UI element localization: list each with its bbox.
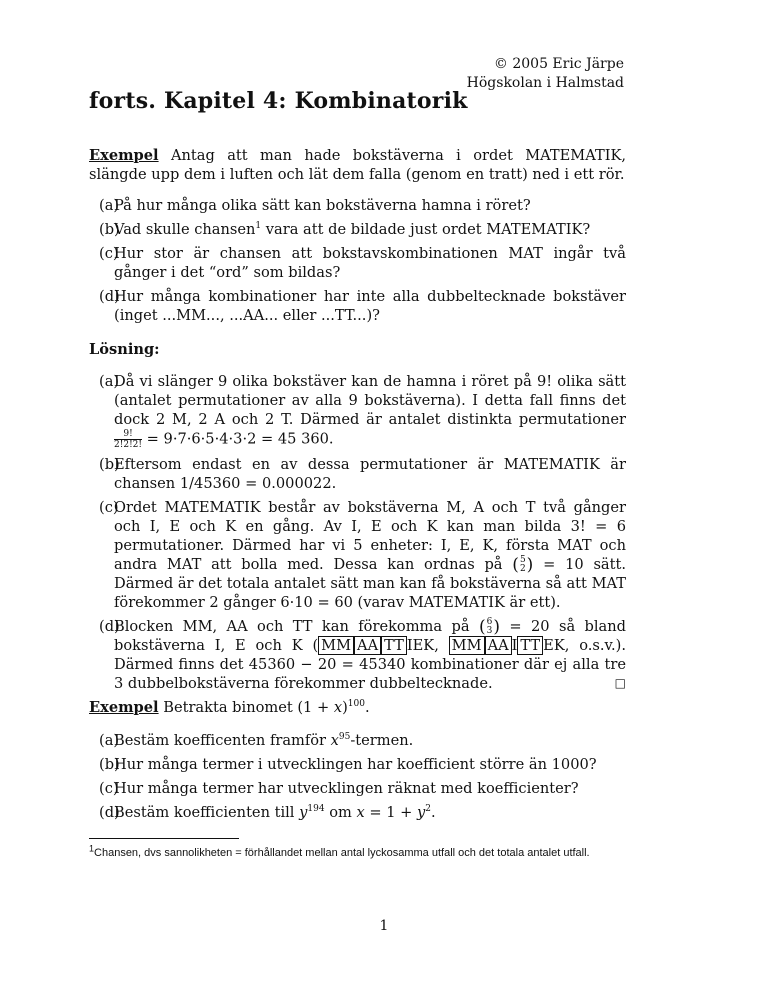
example-label: Exempel [89, 147, 159, 164]
solution-b: (b) Eftersom endast en av dessa permutationer är MATEMATIK är chansen 1/45360 = 0.000022. [99, 456, 626, 492]
footnote-text: Chansen, dvs sannolikheten = förhållandet mellan antal lyckosamma utfall och det totala antalet utfall. [94, 847, 590, 859]
chapter-title: forts. Kapitel 4: Kombinatorik [89, 88, 468, 114]
block-tt: TT [381, 636, 407, 655]
example-label: Exempel [89, 699, 159, 716]
block-mm: MM [449, 636, 485, 655]
example-2-intro: Exempel Betrakta binomet $(1 + x)^{100}$. [89, 699, 370, 716]
block-tt: TT [517, 636, 543, 655]
example-2 [89, 698, 626, 827]
binomial-coefficient: ( 5 2 ) [512, 554, 534, 575]
footnote-number: 1 [89, 843, 95, 854]
footnote [89, 843, 629, 861]
question-d: (d) Hur många kombinationer har inte alla dubbeltecknade bokstäver (inget ...MM..., ...AA... eller ...TT...)? [99, 288, 626, 324]
question-c: (c) Hur stor är chansen att bokstavskombinationen MAT ingår två gånger i det “ord” som bildas? [99, 245, 626, 281]
institution-line: Högskolan i Halmstad [466, 75, 624, 91]
question-b: (b) Vad skulle chansen$^1$ vara att de bildade just ordet MATEMATIK? [99, 221, 591, 238]
question-c: (c) Hur många termer har utvecklingen räknat med koefficienter? [99, 780, 579, 797]
example-2-questions [89, 731, 626, 822]
page-header [467, 55, 624, 93]
example-1-text: Antag att man hade bokstäverna i ordet MATEMATIK, slängde upp dem i luften och lät dem falla (genom en tratt) ned i ett rör. [89, 147, 626, 183]
question-b: (b) Hur många termer i utvecklingen har koefficient större än 1000? [99, 756, 597, 773]
question-a: (a) Bestäm koefficenten framför $x^{95}$-termen. [99, 732, 414, 749]
qed-symbol: □ [614, 676, 626, 690]
solution-d: (d) Blocken MM, AA och TT kan förekomma på ( 6 3 ) = 20 så bland bokstäverna I, E och K ( MM AA TT IEK, MM AA I TT EK, o.s.v.). Därmed finns det 45360 − 20 = 45340 kombinationer där ej alla tre 3 dubbelbokstäverna förekommer dubbeltecknade. □ [99, 616, 626, 692]
footnote-divider [89, 838, 239, 839]
fraction: $\frac{9!}{2!2!2!}$ [114, 429, 143, 450]
binomial-coefficient: ( 6 3 ) [478, 616, 500, 637]
solution-c: (c) Ordet MATEMATIK består av bokstäverna M, A och T två gånger och I, E och K en gång. Av I, E och K kan man bilda 3! = 6 permutationer. Därmed har vi 5 enheter: I, E, K, första MAT och andra MAT att bolla med. Dessa kan ordnas på ( 5 2 ) = 10 sätt. Därmed är det totala antalet sätt man kan få bokstäverna så att MAT förekommer 2 gånger 6·10 = 60 (varav MATEMATIK är ett). [99, 499, 627, 611]
question-d: (d) Bestäm koefficienten till $y^{194}$ om $x = 1 + y^2$. [99, 804, 436, 821]
block-aa: AA [485, 636, 512, 655]
question-a: (a) På hur många olika sätt kan bokstäverna hamna i röret? [99, 197, 531, 214]
solution [89, 340, 626, 698]
example-1-questions [89, 196, 626, 325]
copyright-line: © 2005 Eric Järpe [493, 56, 624, 72]
example-1-intro [89, 146, 626, 184]
example-1 [89, 146, 626, 330]
block-aa: AA [354, 636, 381, 655]
solution-items [89, 372, 626, 693]
footnote-marker: 1 [255, 221, 262, 232]
solution-heading: Lösning: [89, 341, 160, 358]
solution-a: (a) Då vi slänger 9 olika bokstäver kan de hamna i röret på 9! olika sätt (antalet permutationer av alla 9 bokstäverna). I detta fall finns det dock 2 M, 2 A och 2 T. Därmed är antalet distinkta permutationer $\frac{9!}{2!2!2!}$ = 9·7·6·5·4·3·2 = 45 360. [99, 373, 626, 450]
block-mm: MM [318, 636, 354, 655]
page-number: 1 [379, 918, 389, 934]
